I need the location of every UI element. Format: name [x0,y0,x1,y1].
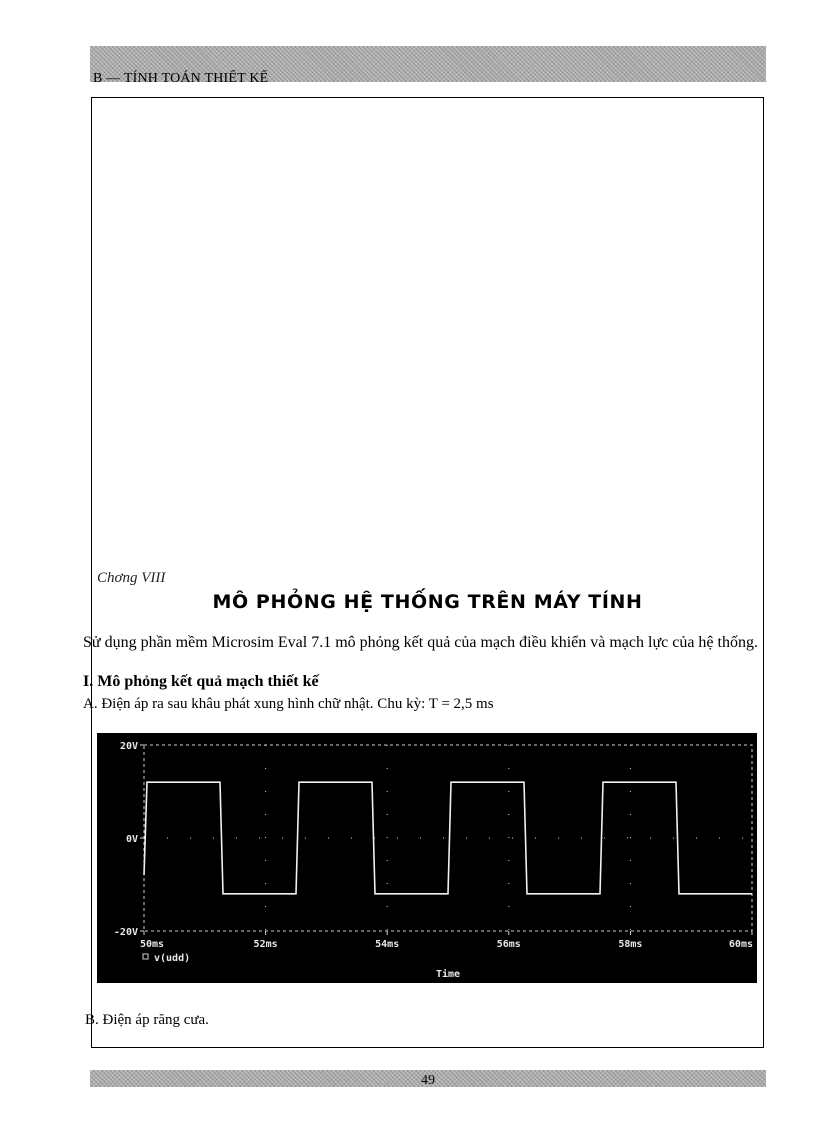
section-heading: I. Mô phỏng kết quả mạch thiết kế [83,673,319,690]
intro-paragraph: Sử dụng phần mềm Microsim Eval 7.1 mô phỏng kết quả của mạch điều khiển và mạch lực của hệ thống. [83,634,758,651]
x-axis-title: Time [435,969,461,980]
chapter-title: MÔ PHỎNG HỆ THỐNG TRÊN MÁY TÍNH [212,591,643,613]
x-tick-label: 60ms [728,939,753,950]
x-tick-label: 58ms [618,939,643,950]
legend-marker [143,954,148,959]
figure-caption-b: B. Điện áp răng cưa. [85,1012,209,1028]
series-line-v-udd [144,782,752,894]
y-tick-label: -20V [113,927,138,938]
plot-frame [144,745,752,931]
running-header: B — TÍNH TOÁN THIẾT KẾ [93,71,269,83]
x-tick-label: 56ms [496,939,521,950]
figure-caption-a: A. Điện áp ra sau khâu phát xung hình chữ nhật. Chu kỳ: T = 2,5 ms [83,696,494,712]
chart-svg [97,733,757,983]
x-tick-label: 50ms [140,939,165,950]
legend-label: v(udd) [154,953,191,964]
oscilloscope-chart [97,733,757,983]
y-tick-label: 20V [119,741,138,752]
chapter-label: Chơng VIII [97,570,166,586]
x-tick-label: 54ms [375,939,400,950]
x-tick-label: 52ms [253,939,278,950]
page-number: 49 [421,1073,435,1086]
y-tick-label: 0V [125,834,138,845]
